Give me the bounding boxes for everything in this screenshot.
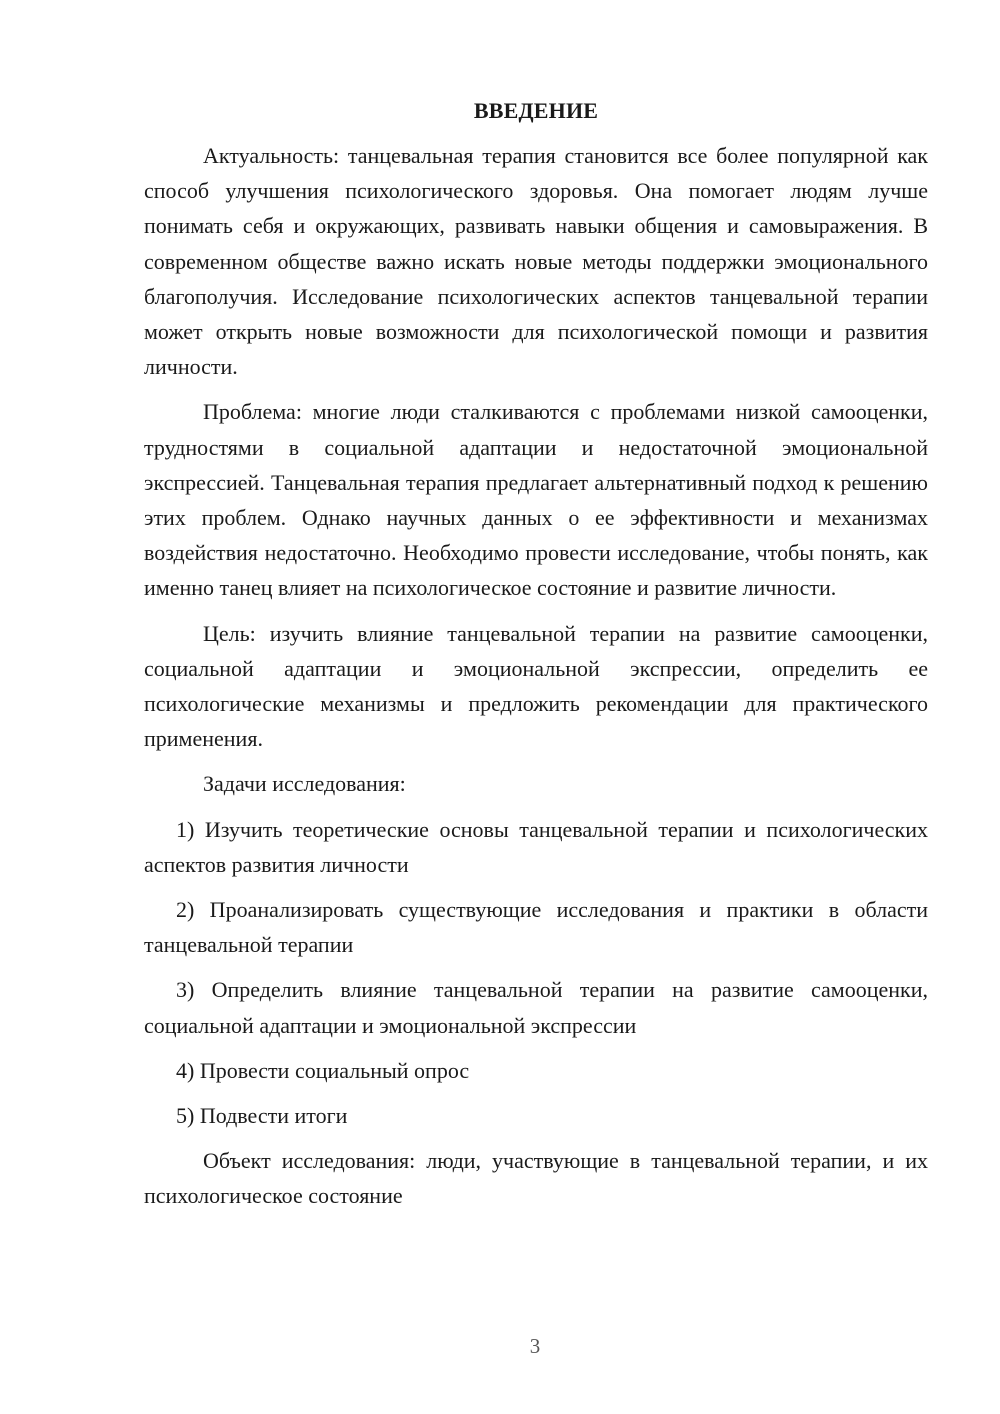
problem-paragraph: Проблема: многие люди сталкиваются с проблемами низкой самооценки, трудностями в социальной адаптации и недостаточной эмоциональной экспрессией. Танцевальная терапия предлагает альтернативный подход к решению этих проблем. Однако научных данных о ее эффективности и механизмах воздействия недостаточно. Необходимо провести исследование, чтобы понять, как именно танец влияет на психологическое состояние и развитие личности.: [144, 399, 928, 601]
task-item: 5) Подвести итоги: [176, 1103, 348, 1129]
object-paragraph: Объект исследования: люди, участвующие в танцевальной терапии, и их психологическое состояние: [144, 1148, 928, 1209]
task-item: 3) Определить влияние танцевальной терапии на развитие самооценки, социальной адаптации и эмоциональной экспрессии: [144, 977, 928, 1038]
task-item: 4) Провести социальный опрос: [176, 1057, 470, 1083]
task-item: 1) Изучить теоретические основы танцевальной терапии и психологических аспектов развития личности: [144, 816, 928, 877]
goal-paragraph: Цель: изучить влияние танцевальной терапии на развитие самооценки, социальной адаптации и эмоциональной экспрессии, определить ее психологические механизмы и предложить рекомендации для практического применения.: [144, 620, 928, 752]
relevance-paragraph: Актуальность: танцевальная терапия становится все более популярной как способ улучшения психологического здоровья. Она помогает людям лучше понимать себя и окружающих, развивать навыки общения и самовыражения. В современном обществе важно искать новые методы поддержки эмоционального благополучия. Исследование психологических аспектов танцевальной терапии может открыть новые возможности для психологической помощи и развития личности.: [144, 143, 928, 380]
tasks-title: Задачи исследования:: [203, 771, 406, 797]
page-content: [144, 96, 928, 1224]
tasks-list: [144, 812, 928, 1134]
section-heading: ВВЕДЕНИЕ: [473, 98, 599, 123]
page-number: 3: [529, 1334, 541, 1358]
task-item: 2) Проанализировать существующие исследования и практики в области танцевальной терапии: [144, 897, 928, 958]
